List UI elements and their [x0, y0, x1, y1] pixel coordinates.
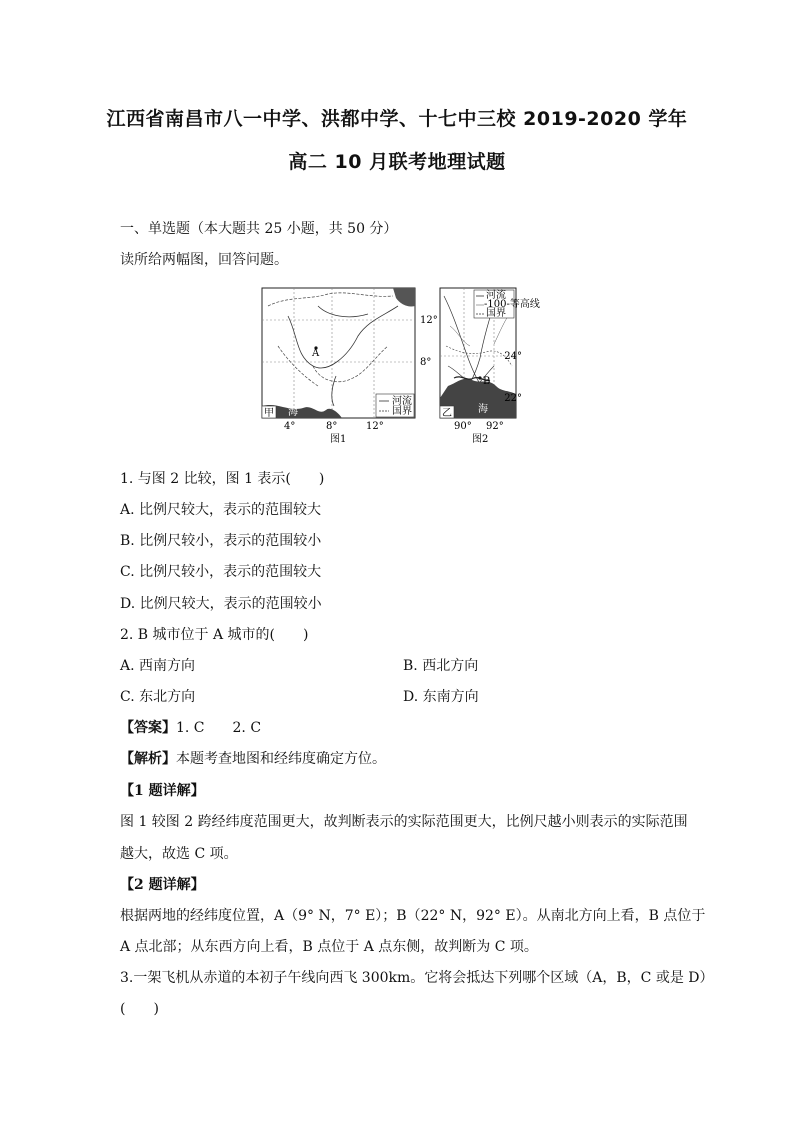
map1-legend-border: 国界 — [392, 406, 412, 417]
document-title-line-2: 高二 10 月联考地理试题 — [288, 151, 506, 173]
answer-text: 1. C 2. C — [176, 720, 262, 736]
answer-label: 【答案】 — [120, 720, 176, 736]
map2-point-b-label: B — [483, 376, 491, 387]
detail-1-heading: 【1 题详解】 — [120, 783, 205, 799]
analysis-label: 【解析】 — [120, 751, 176, 767]
map1-lon-tick-4: 4° — [284, 421, 296, 432]
section-heading: 一、单选题（本大题共 25 小题，共 50 分） — [120, 221, 398, 237]
map1-lat-tick-12: 12° — [420, 315, 438, 326]
question-1-option-c: C. 比例尺较小，表示的范围较大 — [120, 564, 322, 580]
map1-legend-river: 河流 — [392, 396, 412, 407]
map-1 — [262, 288, 438, 445]
map2-sea-label: 海 — [478, 404, 488, 415]
map1-corner-label: 甲 — [264, 408, 274, 419]
document-title-line-1: 江西省南昌市八一中学、洪都中学、十七中三校 2019-2020 学年 — [106, 108, 688, 130]
map2-caption: 图2 — [472, 434, 489, 445]
question-1-option-a: A. 比例尺较大，表示的范围较大 — [120, 502, 322, 518]
question-2-option-d: D. 东南方向 — [403, 689, 479, 705]
detail-1-line-1: 图 1 较图 2 跨经纬度范围更大，故判断表示的实际范围更大，比例尺越小则表示的实际范围 — [120, 814, 688, 830]
map1-lon-tick-8: 8° — [326, 421, 338, 432]
detail-1-line-2: 越大，故选 C 项。 — [120, 846, 238, 862]
detail-2-line-1: 根据两地的经纬度位置，A（9° N，7° E）；B（22° N，92° E）。从南北方向上看，B 点位于 — [120, 908, 706, 924]
map2-legend-contour: -100-等高线 — [484, 299, 540, 310]
map2-lon-tick-90: 90° — [454, 421, 472, 432]
question-2-stem: 2. B 城市位于 A 城市的( ) — [120, 627, 309, 643]
question-2-option-b: B. 西北方向 — [403, 658, 479, 674]
section-intro: 读所给两幅图，回答问题。 — [120, 252, 288, 268]
map2-legend-border: 国界 — [486, 308, 506, 319]
analysis-line — [120, 748, 386, 768]
map2-lat-tick-24: 24° — [504, 351, 522, 362]
map2-lat-tick-22: 22° — [504, 393, 522, 404]
question-1-stem: 1. 与图 2 比较，图 1 表示( ) — [120, 471, 325, 487]
answer-line — [120, 717, 261, 737]
detail-2-heading: 【2 题详解】 — [120, 877, 205, 893]
map2-lon-tick-92: 92° — [486, 421, 504, 432]
map2-corner-label: 乙 — [442, 408, 452, 419]
map1-caption: 图1 — [330, 434, 347, 445]
question-2-option-a: A. 西南方向 — [120, 658, 196, 674]
question-2-option-c: C. 东北方向 — [120, 689, 196, 705]
analysis-text: 本题考查地图和经纬度确定方位。 — [176, 751, 386, 767]
map-2 — [440, 288, 540, 445]
detail-2-line-2: A 点北部；从东西方向上看，B 点位于 A 点东侧，故判断为 C 项。 — [120, 939, 538, 955]
question-1-option-d: D. 比例尺较大，表示的范围较小 — [120, 596, 322, 612]
map1-lat-tick-8: 8° — [420, 357, 432, 368]
map1-lon-tick-12: 12° — [366, 421, 384, 432]
map1-sea-label: 海 — [288, 407, 298, 418]
question-3-stem-line-2: ( ) — [120, 1001, 159, 1017]
map-figure — [258, 286, 540, 446]
map2-legend-river: 河流 — [486, 290, 506, 301]
question-1-option-b: B. 比例尺较小，表示的范围较小 — [120, 533, 322, 549]
question-3-stem-line-1: 3.一架飞机从赤道的本初子午线向西飞 300km。它将会抵达下列哪个区域（A，B，C 或是 D） — [120, 970, 714, 986]
map1-point-a-label: A — [312, 348, 320, 359]
